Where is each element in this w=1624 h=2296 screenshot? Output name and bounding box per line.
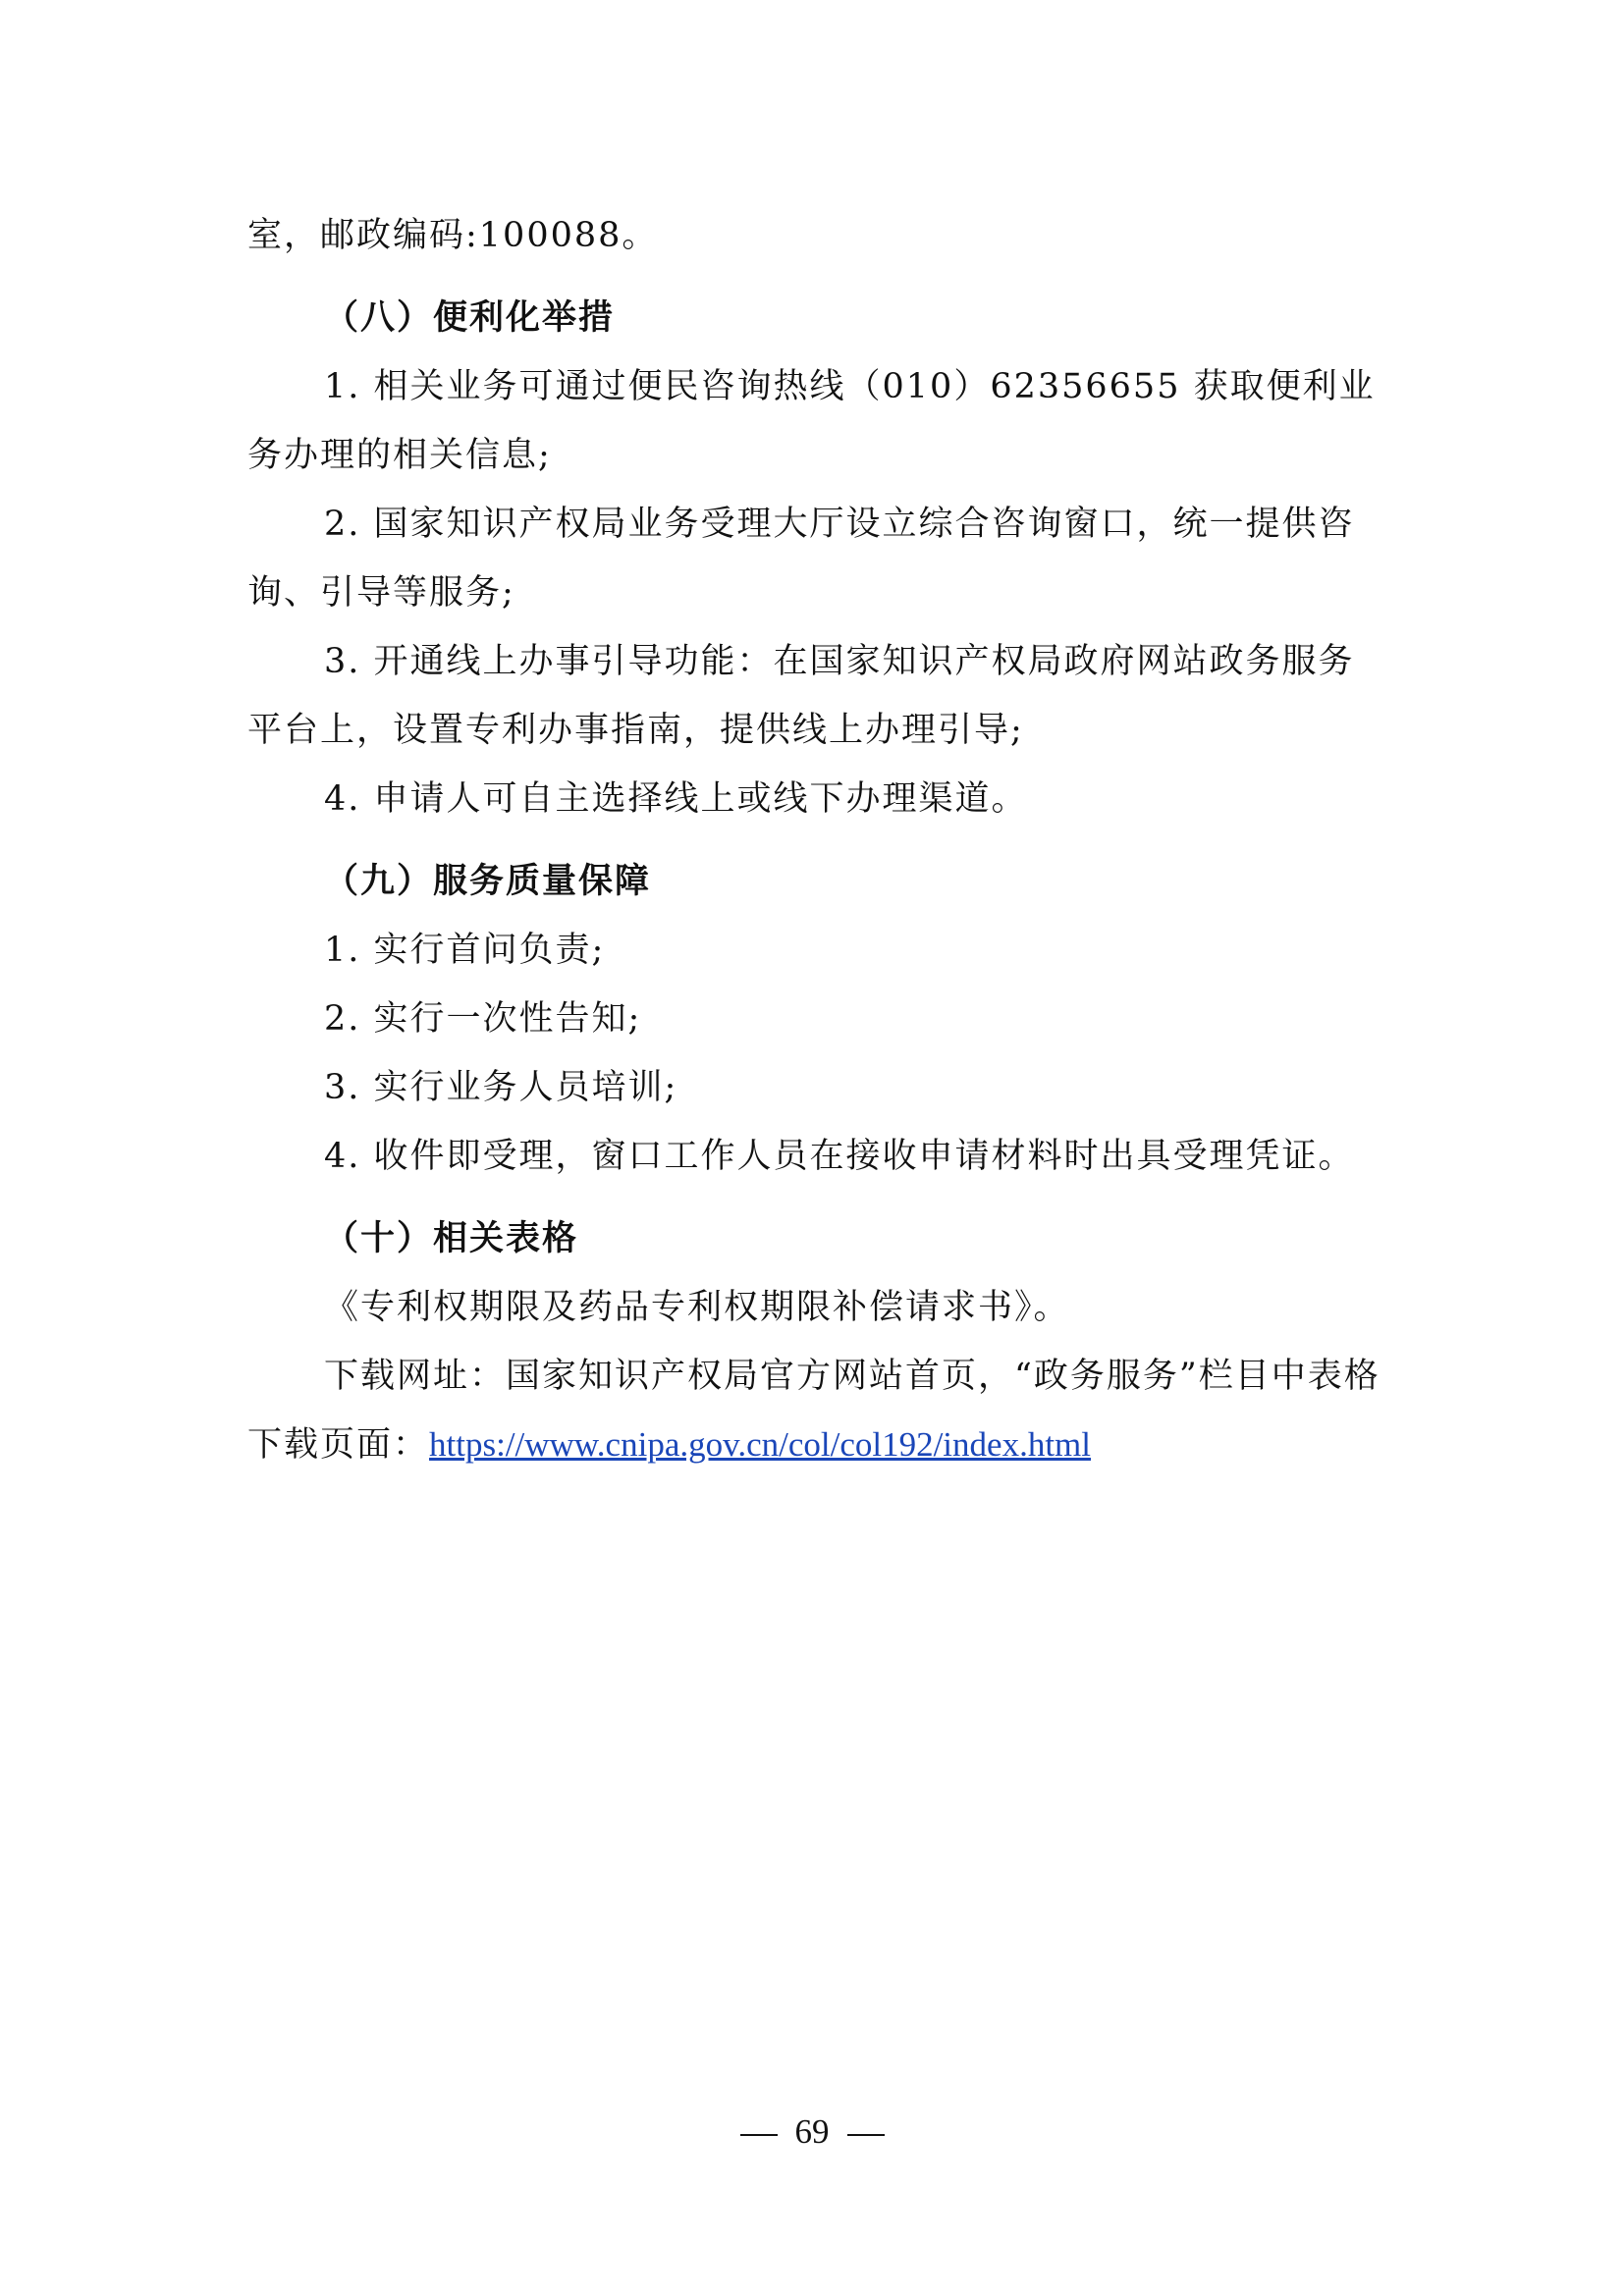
list-item-9-2: 2. 实行一次性告知; [324, 999, 642, 1039]
download-link[interactable]: https://www.cnipa.gov.cn/col/col192/index.html [429, 1425, 1091, 1464]
continued-text: 室，邮政编码:100088。 [247, 216, 659, 255]
document-body [247, 201, 1386, 1479]
form-name: 《专利权期限及药品专利权期限补偿请求书》。 [324, 1288, 1070, 1327]
footer-dash-left [740, 2134, 778, 2136]
page-number: 69 [794, 2112, 830, 2151]
list-item-9-4: 4. 收件即受理，窗口工作人员在接收申请材料时出具受理凭证。 [324, 1137, 1355, 1176]
section-heading-8: （八）便利化举措 [324, 298, 616, 338]
section-heading-9: （九）服务质量保障 [324, 862, 652, 901]
list-item-9-3: 3. 实行业务人员培训; [324, 1068, 678, 1107]
download-info [247, 1342, 1386, 1479]
footer-dash-right [847, 2134, 885, 2136]
section-heading-10: （十）相关表格 [324, 1219, 579, 1258]
list-item-8-4: 4. 申请人可自主选择线上或线下办理渠道。 [324, 779, 1028, 819]
list-item-8-1: 1. 相关业务可通过便民咨询热线（010）62356655 获取便利业务办理的相关信息; [247, 367, 1376, 475]
list-item-8-2: 2. 国家知识产权局业务受理大厅设立综合咨询窗口，统一提供咨询、引导等服务; [247, 505, 1355, 613]
page-footer [0, 2112, 1624, 2152]
download-label: 下载网址：国家知识产权局官方网站首页，“政务服务”栏目中表格下载页面： [247, 1357, 1380, 1465]
list-item-8-3: 3. 开通线上办事引导功能：在国家知识产权局政府网站政务服务平台上，设置专利办事指南，提供线上办理引导; [247, 642, 1355, 750]
list-item-9-1: 1. 实行首问负责; [324, 931, 606, 970]
